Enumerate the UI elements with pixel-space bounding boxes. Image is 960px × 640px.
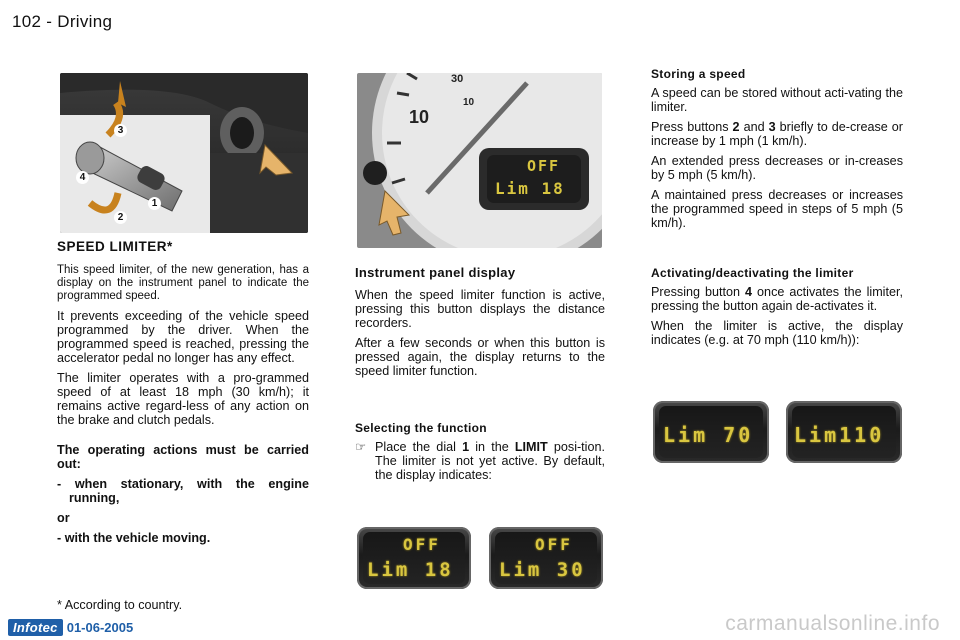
- callout-4: 4: [76, 171, 89, 184]
- lcd-line2: Lim 70: [663, 423, 754, 447]
- lcd-lim110: [786, 401, 902, 463]
- pointing-hand-icon: ☞: [355, 440, 367, 454]
- lcd-line1: OFF: [535, 535, 573, 554]
- paragraph-2: The limiter operates with a pro-grammed speed of at least 18 mph (30 km/h); it remains active regard-less of any action on the brake and clutch pedals.: [57, 371, 309, 427]
- middle-column: [355, 266, 605, 384]
- lcd-off-lim30: [489, 527, 603, 589]
- infotec-badge: Infotec: [8, 619, 63, 636]
- storing-paragraph-4: A maintained press decreases or increases the programmed speed in steps of 5 mph (5 km/h).: [651, 188, 903, 230]
- left-column: [57, 240, 309, 551]
- lcd-line2: Lim 18: [367, 559, 454, 581]
- lcd-line2: Lim110: [794, 423, 885, 447]
- storing-section: [651, 67, 903, 236]
- activating-heading: Activating/deactivating the limiter: [651, 266, 854, 280]
- callout-3: 3: [114, 124, 127, 137]
- gauge-label-small-10: 10: [463, 97, 475, 108]
- selecting-text: Place the dial 1 in the LIMIT posi-tion. The limiter is not yet active. By default, the display indicates:: [375, 440, 605, 482]
- storing-paragraph-1: A speed can be stored without acti-vating the limiter.: [651, 86, 903, 114]
- middle-paragraph-1: When the speed limiter function is active, pressing this button displays the distance recorders.: [355, 288, 605, 330]
- lcd-off-lim18: [357, 527, 471, 589]
- footnote: * According to country.: [57, 598, 183, 612]
- middle-paragraph-2: After a few seconds or when this button is pressed again, the display returns to the speed limiter function.: [355, 336, 605, 378]
- photo-lcd-line1: OFF: [527, 157, 561, 175]
- stalk-photo: [60, 73, 308, 233]
- storing-paragraph-2: Press buttons 2 and 3 briefly to de-crease or increase by 1 mph (1 km/h).: [651, 120, 903, 148]
- callout-2: 2: [114, 211, 127, 224]
- activating-paragraph-1: Pressing button 4 once activates the limiter, pressing the button again de-activates it.: [651, 285, 903, 313]
- footer: [8, 619, 133, 636]
- operating-item-1: - when stationary, with the engine running,: [57, 477, 309, 505]
- gauge-label-10: 10: [409, 107, 430, 127]
- activating-paragraph-2: When the limiter is active, the display indicates (e.g. at 70 mph (110 km/h)):: [651, 319, 903, 347]
- operating-item-2: - with the vehicle moving.: [57, 531, 211, 545]
- photo-lcd-line2: Lim 18: [495, 179, 565, 198]
- selecting-bullet: [355, 440, 605, 482]
- paragraph-1: It prevents exceeding of the vehicle speed programmed by the driver. When the programmed speed is reached, pressing the accelerator pedal no longer has any effect.: [57, 309, 309, 365]
- instrument-panel-photo: [357, 73, 602, 248]
- intro-text: This speed limiter, of the new generation, has a display on the instrument panel to indicate the programmed speed.: [57, 264, 309, 302]
- callout-1: 1: [148, 197, 161, 210]
- speed-limiter-heading: SPEED LIMITER*: [57, 239, 173, 254]
- watermark: carmanualsonline.info: [725, 612, 940, 635]
- storing-paragraph-3: An extended press decreases or in-creases by 5 mph (5 km/h).: [651, 154, 903, 182]
- selecting-section: [355, 421, 605, 482]
- selecting-heading: Selecting the function: [355, 421, 487, 435]
- activating-section: [651, 266, 903, 353]
- page-title: 102 - Driving: [12, 12, 113, 31]
- footer-date: 01-06-2005: [66, 620, 134, 635]
- gauge-label-30: 30: [451, 73, 464, 85]
- instrument-panel-heading: Instrument panel display: [355, 265, 516, 280]
- storing-heading: Storing a speed: [651, 67, 746, 81]
- lcd-lim70: [653, 401, 769, 463]
- operating-or: or: [57, 511, 70, 525]
- lcd-line1: OFF: [403, 535, 441, 554]
- operating-heading: The operating actions must be carried out:: [57, 443, 309, 471]
- lcd-line2: Lim 30: [499, 559, 586, 581]
